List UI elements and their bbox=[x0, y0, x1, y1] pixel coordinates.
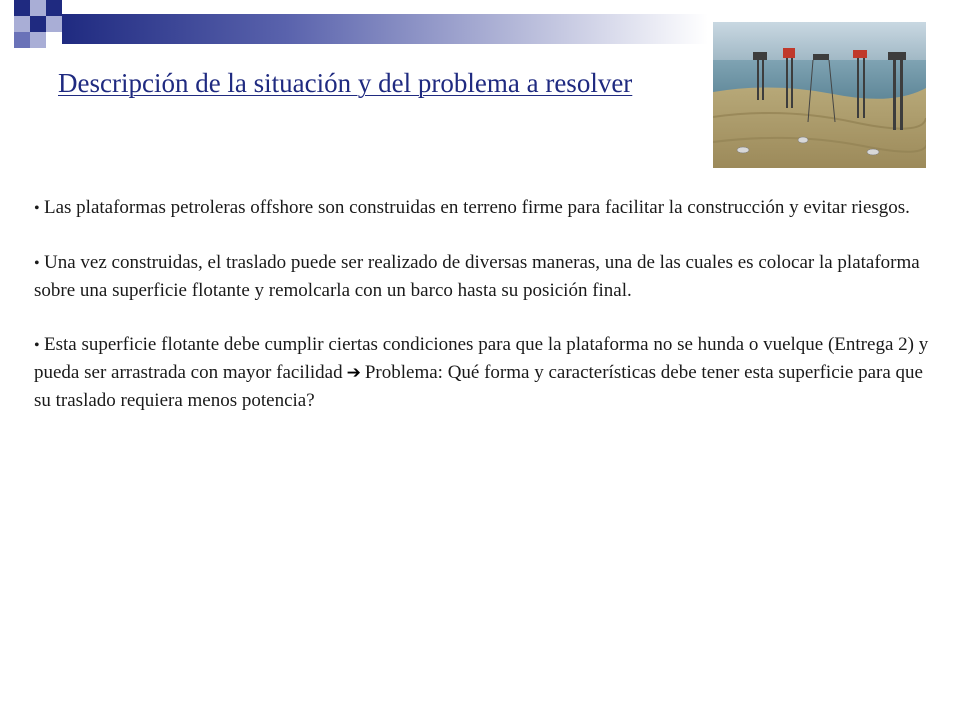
decor-square bbox=[14, 0, 30, 16]
bullet-item bbox=[34, 331, 934, 414]
bullet-text: Las plataformas petroleras offshore son construidas en terreno firme para facilitar la construcción y evitar riesgos. bbox=[44, 197, 910, 218]
decor-square bbox=[30, 32, 46, 48]
arrow-right-icon: ➔ bbox=[346, 363, 361, 383]
title-gradient-bar bbox=[62, 14, 708, 44]
offshore-platforms-illustration bbox=[713, 22, 926, 168]
bullet-dot-icon: • bbox=[34, 337, 40, 354]
decor-square bbox=[46, 0, 62, 16]
bullet-dot-icon: • bbox=[34, 200, 40, 217]
decor-square bbox=[14, 16, 30, 32]
problem-text: Problema: Qué forma y características debe tener esta superficie para que su traslado requiera menos potencia? bbox=[34, 362, 923, 411]
slide-body bbox=[34, 194, 934, 441]
bullet-text: Esta superficie flotante debe cumplir ciertas condiciones para que la plataforma no se hunda o vuelque (Entrega 2) y pueda ser arrastrada con mayor facilidad bbox=[34, 334, 929, 383]
decor-square bbox=[46, 16, 62, 32]
decor-square bbox=[30, 0, 46, 16]
bullet-dot-icon: • bbox=[34, 255, 40, 272]
decor-square bbox=[14, 32, 30, 48]
slide-title: Descripción de la situación y del problema a resolver bbox=[58, 68, 633, 98]
bullet-text: Una vez construidas, el traslado puede ser realizado de diversas maneras, una de las cuales es colocar la plataforma sobre una superficie flotante y remolcarla con un barco hasta su posición final. bbox=[34, 252, 920, 301]
bullet-item bbox=[34, 249, 934, 304]
decor-square bbox=[30, 16, 46, 32]
bullet-item bbox=[34, 194, 934, 222]
